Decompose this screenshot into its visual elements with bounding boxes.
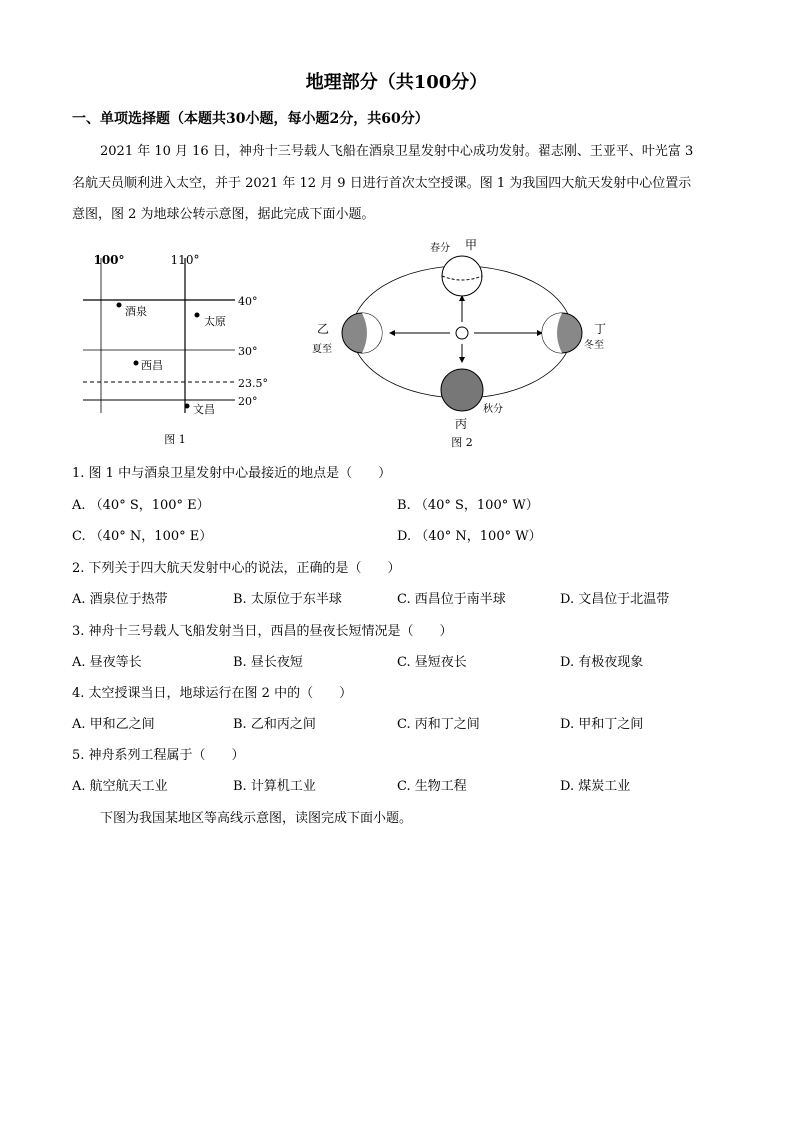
figure-caption: 图 1 — [164, 433, 186, 446]
place-dot — [134, 361, 139, 366]
position-label: 甲 — [465, 238, 478, 252]
place-label: 酒泉 — [125, 305, 147, 318]
sun-icon — [456, 327, 468, 339]
page-title: 地理部分（共100分） — [305, 72, 488, 93]
option: A. 甲和乙之间 — [72, 717, 155, 732]
place-dot — [195, 313, 200, 318]
option: A. 航空航天工业 — [72, 779, 168, 794]
question-stem: 2. 下列关于四大航天发射中心的说法，正确的是（ ） — [72, 561, 401, 576]
place-label: 西昌 — [141, 359, 163, 372]
position-label: 丁 — [594, 322, 607, 336]
position-label: 丙 — [455, 417, 468, 431]
intro-line: 意图，图 2 为地球公转示意图，据此完成下面小题。 — [72, 207, 375, 222]
option: A. （40° S，100° E） — [72, 498, 210, 513]
option: C. 昼短夜长 — [397, 655, 467, 670]
earth-spring — [442, 256, 482, 296]
option: C. 丙和丁之间 — [397, 717, 480, 732]
question-stem: 3. 神舟十三号载人飞船发射当日，西昌的昼夜长短情况是（ ） — [72, 624, 453, 639]
option: B. 乙和丙之间 — [233, 717, 316, 732]
lat-label: 20° — [238, 395, 258, 408]
place-label: 太原 — [204, 315, 226, 328]
option: B. 计算机工业 — [233, 779, 316, 794]
outro-text: 下图为我国某地区等高线示意图，读图完成下面小题。 — [100, 811, 413, 826]
place-dot — [117, 303, 122, 308]
lat-label: 30° — [238, 345, 258, 358]
option: C. （40° N，100° E） — [72, 529, 213, 544]
option: D. 有极夜现象 — [560, 655, 644, 670]
place-dot — [185, 404, 190, 409]
section-heading: 一、单项选择题（本题共30小题，每小题2分，共60分） — [72, 111, 429, 127]
question-stem: 5. 神舟系列工程属于（ ） — [72, 748, 245, 763]
option: D. 煤炭工业 — [560, 779, 631, 794]
term-label: 夏至 — [312, 344, 332, 355]
option: A. 昼夜等长 — [72, 655, 142, 670]
option: B. （40° S，100° W） — [397, 498, 539, 513]
option: B. 太原位于东半球 — [233, 592, 342, 607]
place-label: 文昌 — [193, 403, 215, 416]
option: D. （40° N，100° W） — [397, 529, 542, 544]
term-label: 春分 — [430, 243, 450, 254]
question-stem: 4. 太空授课当日，地球运行在图 2 中的（ ） — [72, 686, 353, 701]
figure-2-orbit — [300, 236, 630, 451]
option: B. 昼长夜短 — [233, 655, 303, 670]
option: D. 甲和丁之间 — [560, 717, 644, 732]
lat-label: 23.5° — [238, 377, 268, 390]
question-stem: 1. 图 1 中与酒泉卫星发射中心最接近的地点是（ ） — [72, 466, 392, 481]
figure-caption: 图 2 — [451, 436, 473, 449]
term-label: 秋分 — [483, 404, 503, 415]
figure-1-map — [75, 248, 285, 448]
option: C. 生物工程 — [397, 779, 467, 794]
term-label: 冬至 — [584, 340, 604, 351]
option: D. 文昌位于北温带 — [560, 592, 670, 607]
option: C. 西昌位于南半球 — [397, 592, 506, 607]
lat-label: 40° — [238, 295, 258, 308]
intro-line: 名航天员顺利进入太空，并于 2021 年 12 月 9 日进行首次太空授课。图 1 为我国四大航天发射中心位置示 — [72, 176, 692, 191]
lon-label: 110° — [170, 253, 200, 267]
intro-line: 2021 年 10 月 16 日，神舟十三号载人飞船在酒泉卫星发射中心成功发射。翟志刚、王亚平、叶光富 3 — [100, 144, 694, 159]
earth-autumn — [441, 369, 483, 411]
option: A. 酒泉位于热带 — [72, 592, 168, 607]
lon-label: 100° — [93, 253, 125, 267]
position-label: 乙 — [317, 322, 330, 336]
